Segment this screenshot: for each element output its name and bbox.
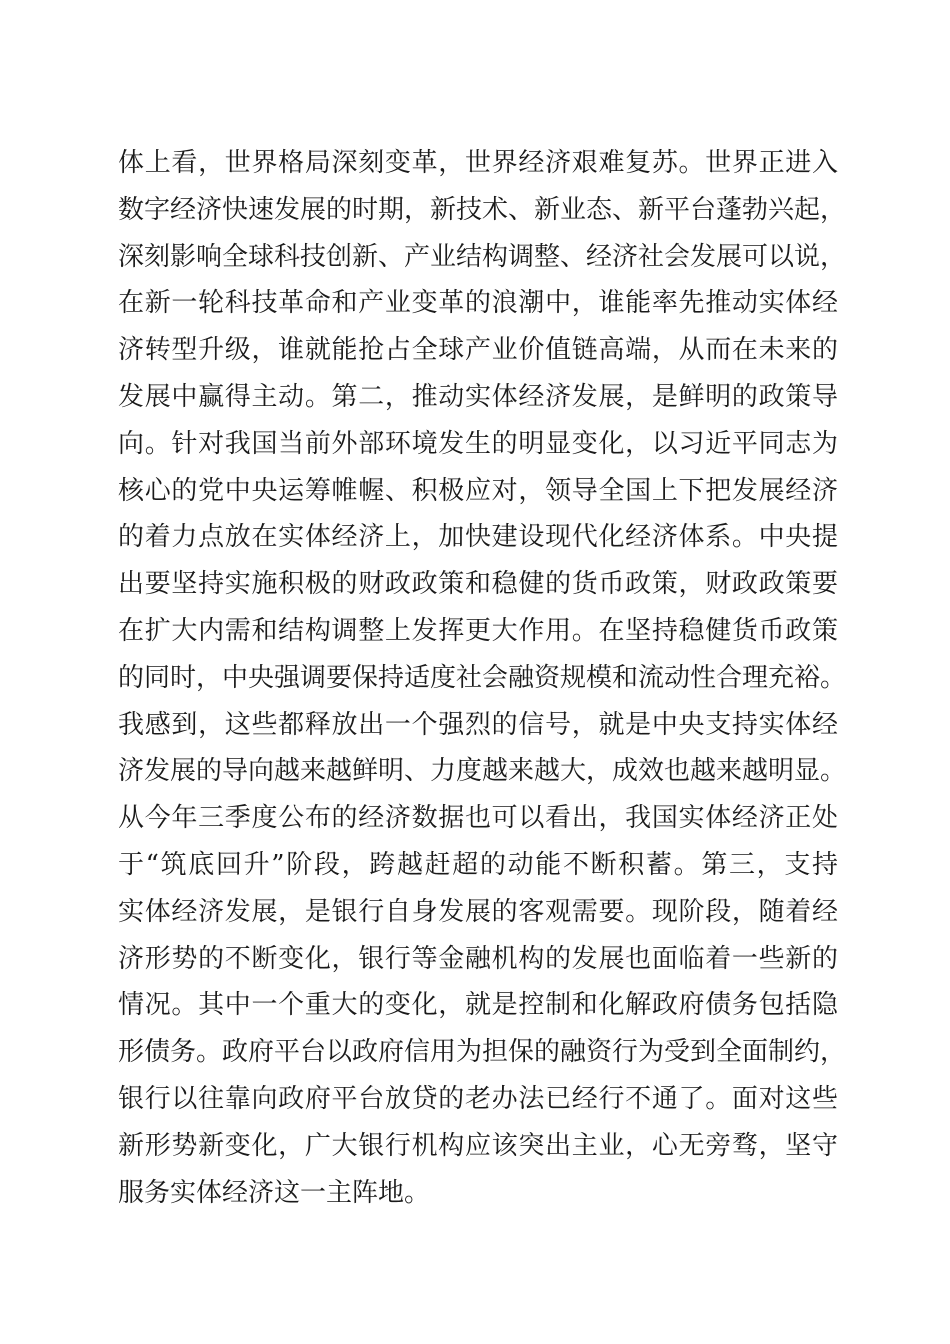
text-line: 深刻影响全球科技创新、产业结构调整、经济社会发展可以说， bbox=[118, 241, 847, 272]
text-line: 发展中赢得主动。第二，推动实体经济发展，是鲜明的政策导 bbox=[118, 381, 838, 412]
text-line: 数字经济快速发展的时期，新技术、新业态、新平台蓬勃兴起， bbox=[118, 194, 847, 225]
text-line: 情况。其中一个重大的变化，就是控制和化解政府债务包括隐 bbox=[118, 990, 838, 1021]
text-line: 新形势新变化，广大银行机构应该突出主业，心无旁骛，坚守 bbox=[118, 1130, 838, 1161]
text-line: 济发展的导向越来越鲜明、力度越来越大，成效也越来越明显。 bbox=[118, 756, 847, 787]
text-line: 在扩大内需和结构调整上发挥更大作用。在坚持稳健货币政策 bbox=[118, 615, 838, 646]
text-line: 济转型升级，谁就能抢占全球产业价值链高端，从而在未来的 bbox=[118, 335, 838, 366]
text-line: 济形势的不断变化，银行等金融机构的发展也面临着一些新的 bbox=[118, 943, 838, 974]
text-line: 于“筑底回升”阶段，跨越赶超的动能不断积蓄。第三，支持 bbox=[118, 849, 838, 880]
text-line: 我感到，这些都释放出一个强烈的信号，就是中央支持实体经 bbox=[118, 709, 838, 740]
text-line: 实体经济发展，是银行自身发展的客观需要。现阶段，随着经 bbox=[118, 896, 838, 927]
text-line: 在新一轮科技革命和产业变革的浪潮中，谁能率先推动实体经 bbox=[118, 288, 838, 319]
text-line: 体上看，世界格局深刻变革，世界经济艰难复苏。世界正进入 bbox=[118, 148, 838, 178]
text-line: 的同时，中央强调要保持适度社会融资规模和流动性合理充裕。 bbox=[118, 662, 847, 693]
text-line: 服务实体经济这一主阵地。 bbox=[118, 1177, 431, 1208]
text-line: 形债务。政府平台以政府信用为担保的融资行为受到全面制约， bbox=[118, 1037, 847, 1068]
text-line: 银行以往靠向政府平台放贷的老办法已经行不通了。面对这些 bbox=[118, 1083, 838, 1114]
body-paragraph bbox=[118, 140, 847, 1216]
text-line: 核心的党中央运筹帷幄、积极应对，领导全国上下把发展经济 bbox=[118, 475, 838, 506]
text-line: 从今年三季度公布的经济数据也可以看出，我国实体经济正处 bbox=[118, 803, 838, 834]
text-line: 的着力点放在实体经济上，加快建设现代化经济体系。中央提 bbox=[118, 522, 838, 553]
text-line: 出要坚持实施积极的财政政策和稳健的货币政策，财政政策要 bbox=[118, 569, 838, 600]
text-line: 向。针对我国当前外部环境发生的明显变化，以习近平同志为 bbox=[118, 428, 838, 459]
